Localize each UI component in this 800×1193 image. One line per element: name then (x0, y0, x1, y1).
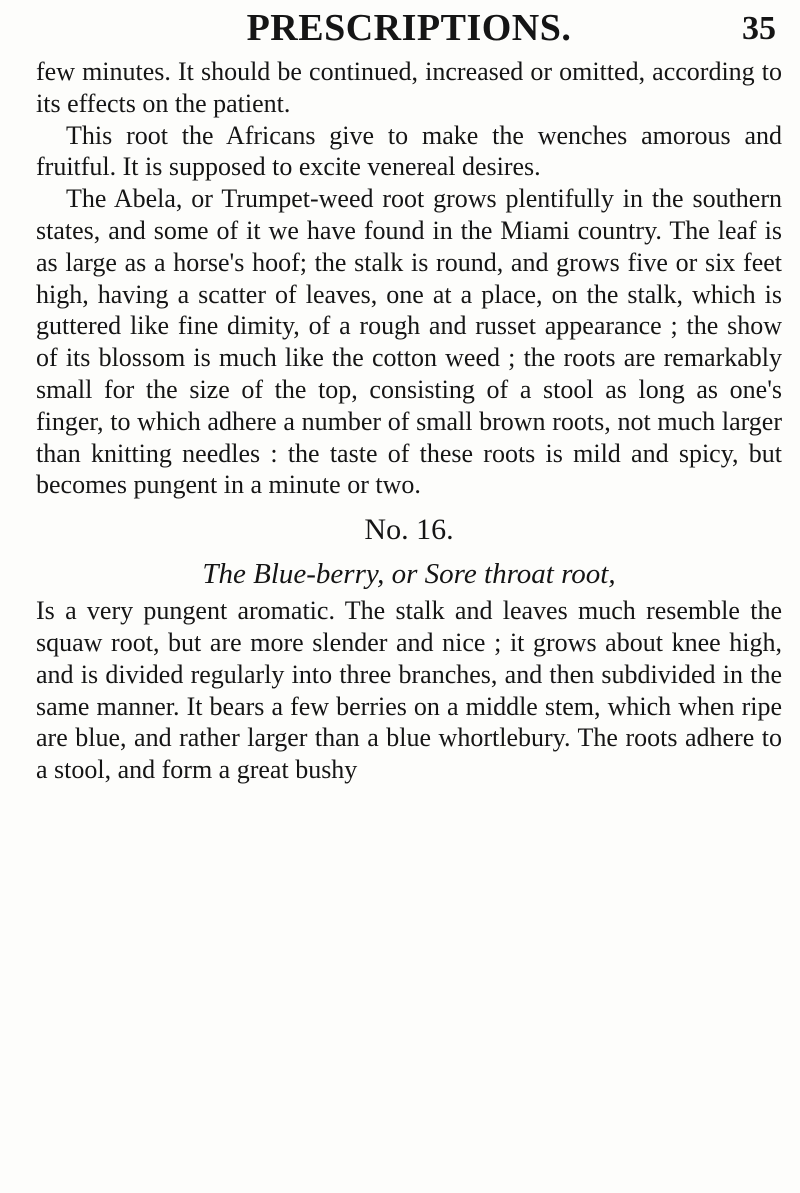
paragraph-africans: This root the Africans give to make the wenches amorous and fruitful. It is supposed to excite venereal desires. (36, 120, 782, 182)
paragraph-blueberry: Is a very pungent aromatic. The stalk and leaves much resemble the squaw root, but are more slender and nice ; it grows about knee high, and is divided regularly into three branches, and then subdivided in the same manner. It bears a few berries on a middle stem, which when ripe are blue, and rather larger than a blue whortlebury. The roots adhere to a stool, and form a great bushy (36, 596, 782, 785)
paragraph-continuation: few minutes. It should be continued, increased or omitted, according to its effects on the patient. (36, 57, 782, 118)
paragraph-abela: The Abela, or Trumpet-weed root grows plentifully in the southern states, and some of it we have found in the Miami country. The leaf is as large as a horse's hoof; the stalk is round, and grows five or six feet high, having a scatter of leaves, one at a place, on the stalk, which is guttered like fine dimity, of a rough and russet appearance ; the show of its blossom is much like the cotton weed ; the roots are remarkably small for the size of the top, consisting of a stool as long as one's finger, to which adhere a number of small brown roots, not much larger than knitting needles : the taste of these roots is mild and spicy, but becomes pungent in a minute or two. (36, 184, 782, 500)
page-title: PRESCRIPTIONS. (246, 7, 572, 49)
entry-number: No. 16. (364, 513, 454, 547)
running-head (36, 0, 782, 56)
page-number: 35 (742, 10, 776, 47)
body-text (36, 56, 782, 786)
entry-heading: The Blue-berry, or Sore throat root, (202, 558, 616, 591)
